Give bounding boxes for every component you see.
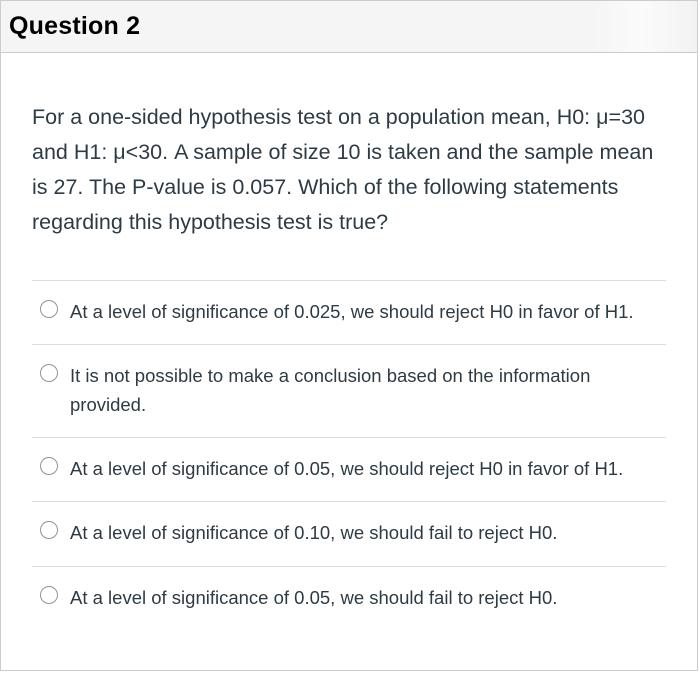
answer-label: At a level of significance of 0.10, we should fail to reject H0.	[70, 522, 558, 543]
answer-label: At a level of significance of 0.05, we should reject H0 in favor of H1.	[70, 458, 624, 479]
question-text: For a one-sided hypothesis test on a population mean, H0: μ=30 and H1: μ<30. A sample of size 10 is taken and the sample mean is 27. The P-value is 0.057. Which of the following statements regarding this hypothesis test is true?	[32, 105, 654, 234]
question-header	[1, 1, 697, 53]
radio-button-icon[interactable]	[40, 300, 58, 318]
radio-button-icon[interactable]	[40, 521, 58, 539]
answer-option-2[interactable]	[32, 344, 666, 437]
answer-label: It is not possible to make a conclusion based on the information provided.	[70, 365, 591, 415]
answer-option-4[interactable]	[32, 501, 666, 566]
question-title: Question 2	[9, 12, 141, 40]
answer-option-5[interactable]	[32, 566, 666, 631]
answer-option-3[interactable]	[32, 437, 666, 501]
radio-button-icon[interactable]	[40, 364, 58, 382]
answer-label: At a level of significance of 0.025, we should reject H0 in favor of H1.	[70, 301, 634, 322]
radio-button-icon[interactable]	[40, 457, 58, 475]
answer-option-1[interactable]	[32, 280, 666, 344]
answer-label: At a level of significance of 0.05, we should fail to reject H0.	[70, 587, 558, 608]
answer-list	[32, 280, 666, 631]
radio-button-icon[interactable]	[40, 586, 58, 604]
